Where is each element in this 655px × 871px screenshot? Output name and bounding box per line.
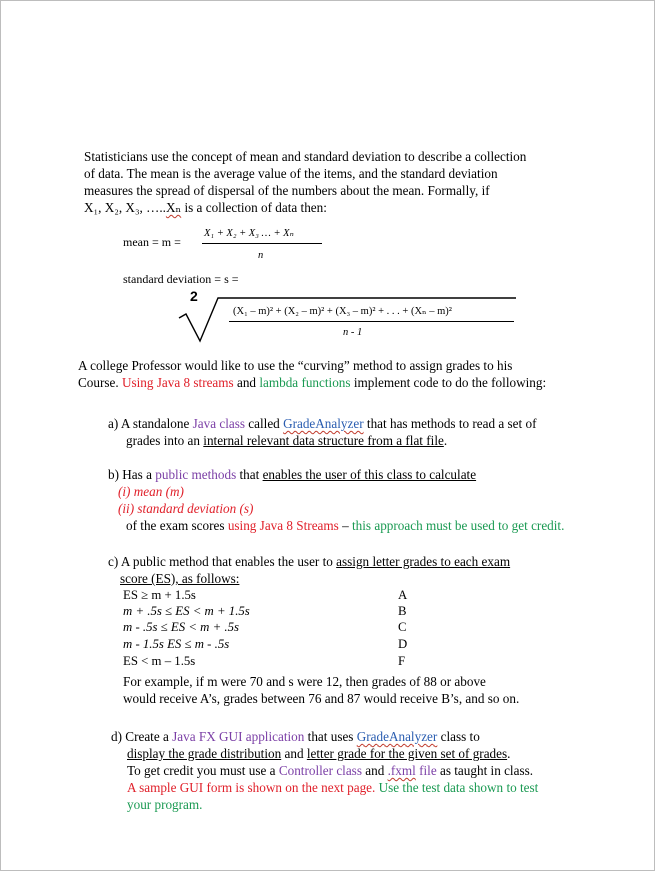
item-b-sub-stddev: (ii) standard deviation (s) [118, 501, 254, 516]
stddev-fraction-bar [229, 321, 514, 322]
grade-rule-d: m - 1.5s ES ≤ m - .5s [123, 637, 230, 651]
stddev-denominator: n - 1 [343, 327, 363, 338]
item-b-sub-mean: (i) mean (m) [118, 484, 184, 499]
example-line-1: For example, if m were 70 and s were 12, then grades of 88 or above [123, 674, 486, 689]
item-d-line-4 [111, 779, 538, 796]
sample-gui-note: A sample GUI form is shown on the next page. [127, 780, 376, 795]
task-line-2: Course. Using Java 8 streams and lambda functions implement code to do the following: [78, 375, 547, 390]
item-c-line-1: c) A public method that enables the user to assign letter grades to each exam [108, 554, 511, 569]
mean-numerator: X₁ + X₂ + X₃ … + Xₙ [204, 228, 294, 239]
item-a-line-2: grades into an internal relevant data structure from a flat file. [126, 433, 448, 448]
example-paragraph [123, 673, 519, 707]
public-methods-text: public methods [155, 467, 237, 482]
streams-text: using Java 8 Streams [227, 518, 339, 533]
item-b-line-4: of the exam scores using Java 8 Streams – this approach must be used to get credit. [126, 518, 565, 533]
intro-line-1: Statisticians use the concept of mean and standard deviation to describe a collection [84, 149, 527, 164]
java8-streams-text: Using Java 8 streams [121, 375, 234, 390]
gradeanalyzer-name-2: GradeAnalyzer [356, 729, 438, 744]
data-structure-text: internal relevant data structure from a flat file [203, 433, 444, 448]
grade-letter-a: A [398, 588, 408, 602]
item-c [108, 553, 510, 587]
mean-denominator: n [258, 250, 264, 261]
grade-rule-a: ES ≥ m + 1.5s [123, 588, 196, 602]
grade-distribution-text: display the grade distribution [127, 746, 282, 761]
item-b-line-1: b) Has a public methods that enables the user of this class to calculate [108, 467, 477, 482]
credit-note: this approach must be used to get credit. [351, 518, 565, 533]
assign-letter-grades-text: assign letter grades to each exam [336, 554, 511, 569]
intro-line-2: of data. The mean is the average value of the items, and the standard deviation [84, 166, 498, 181]
mean-label: mean = m = [123, 235, 181, 249]
controller-class-text: Controller class [278, 763, 362, 778]
grade-rule-b: m + .5s ≤ ES < m + 1.5s [123, 604, 250, 618]
item-a-line-1: a) A standalone Java class called GradeAnalyzer that has methods to read a set of [108, 416, 537, 431]
task-line-1: A college Professor would like to use the “curving” method to assign grades to his [78, 358, 513, 373]
task-paragraph [78, 357, 546, 391]
test-data-note: Use the test data shown to test [375, 780, 539, 795]
intro-paragraph [84, 148, 526, 216]
item-d-line-1: d) Create a Java FX GUI application that uses GradeAnalyzer class to [111, 729, 480, 744]
grade-rule-f: ES < m – 1.5s [123, 654, 196, 668]
java-class-text: Java class [192, 416, 245, 431]
example-line-2: would receive A’s, grades between 76 and 87 would receive B’s, and so on. [123, 691, 520, 706]
lambda-text: lambda functions [259, 375, 351, 390]
stddev-label: standard deviation = s = [123, 272, 239, 286]
grade-rule-c: m - .5s ≤ ES < m + .5s [123, 620, 240, 634]
item-c-line-2: score (ES), as follows: [120, 571, 240, 586]
xn-term: Xₙ [165, 200, 182, 215]
item-d [111, 728, 538, 813]
grade-letter-b: B [398, 604, 407, 618]
item-d-line-5: your program. [127, 797, 203, 812]
javafx-text: Java FX GUI application [172, 729, 305, 744]
stddev-numerator: (X₁ – m)² + (X₂ – m)² + (X₃ – m)² + . . . + (Xₙ – m)² [233, 306, 452, 317]
intro-line-3: measures the spread of dispersal of the numbers about the mean. Formally, if [84, 183, 490, 198]
calculate-text: enables the user of this class to calculate [262, 467, 477, 482]
item-b [108, 466, 564, 534]
item-a [108, 415, 536, 449]
grade-letter-f: F [398, 654, 406, 668]
intro-line-4: X₁, X₂, X₃, …..Xₙ is a collection of data then: [84, 200, 327, 215]
item-d-line-2: display the grade distribution and letter grade for the given set of grades. [127, 746, 511, 761]
fxml-text: .fxml [387, 763, 416, 778]
item-d-line-3: To get credit you must use a Controller class and .fxml file as taught in class. [127, 763, 534, 778]
grade-letter-d: D [398, 637, 408, 651]
mean-fraction-bar [202, 243, 322, 244]
root-index: 2 [190, 288, 198, 304]
gradeanalyzer-name: GradeAnalyzer [283, 416, 364, 431]
grade-letter-c: C [398, 620, 407, 634]
letter-grade-text: letter grade for the given set of grades [306, 746, 508, 761]
